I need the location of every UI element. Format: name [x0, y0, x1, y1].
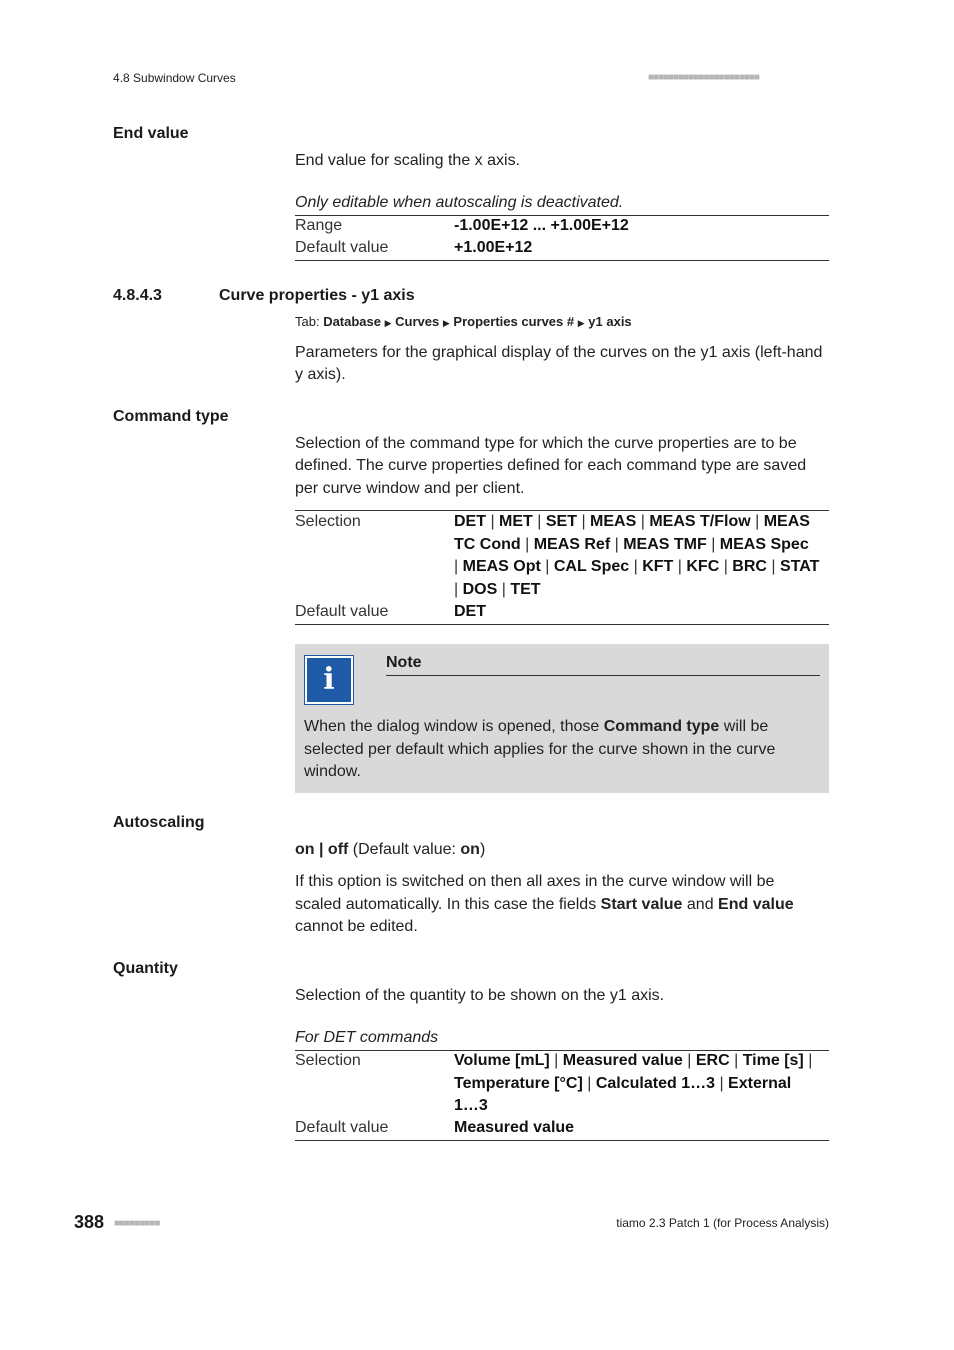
default-label: Default value: [295, 1119, 389, 1136]
note-title: Note: [386, 654, 422, 671]
note-box: [295, 644, 829, 793]
selection-line: | MEAS Opt | CAL Spec | KFT | KFC | BRC | STAT: [454, 558, 820, 575]
autoscaling-description: If this option is switched on then all axes in the curve window will be scaled automatically. In this case the fields Start value and End value cannot be edited.: [295, 873, 794, 935]
end-value-heading: End value: [113, 125, 189, 142]
table-rule: [295, 1140, 829, 1141]
note-rule: [386, 675, 820, 676]
selection-line: TC Cond | MEAS Ref | MEAS TMF | MEAS Spec: [454, 535, 809, 553]
default-value: DET: [454, 603, 486, 620]
tab-y1-axis: y1 axis: [588, 314, 632, 329]
table-rule: [295, 624, 829, 625]
end-value-note: Only editable when autoscaling is deactivated.: [295, 194, 624, 211]
default-value: Measured value: [454, 1119, 575, 1136]
range-label: Range: [295, 217, 343, 234]
autoscaling-heading: Autoscaling: [113, 814, 205, 831]
footer-dots: ■■■■■■■■■: [114, 1218, 160, 1229]
intro-line: Parameters for the graphical display of the curves on the y1 axis (left-hand: [295, 344, 823, 361]
command-type-desc: Selection of the command type for which the curve properties are to be: [295, 435, 797, 452]
quantity-subhead: For DET commands: [295, 1029, 439, 1046]
intro-line: y axis).: [295, 366, 346, 383]
command-type-desc: per curve window and per client.: [295, 480, 525, 497]
arrow-icon: ▶: [577, 318, 585, 328]
command-type-heading: Command type: [113, 408, 229, 425]
arrow-icon: ▶: [442, 318, 450, 328]
page-number: 388: [74, 1212, 105, 1232]
note-text: When the dialog window is opened, those Command type will be selected per default which applies for the curve shown in the curve window.: [304, 718, 776, 780]
tab-path: [295, 314, 632, 329]
section-number: 4.8.4.3: [113, 287, 162, 304]
selection-label: Selection: [295, 513, 361, 530]
end-value-description: End value for scaling the x axis.: [295, 152, 521, 169]
command-type-desc: defined. The curve properties defined for each command type are saved: [295, 457, 807, 474]
selection-label: Selection: [295, 1052, 361, 1069]
tab-database: Database: [323, 314, 381, 329]
selection-line: DET | MET | SET | MEAS | MEAS T/Flow | MEAS: [454, 513, 810, 530]
quantity-selection-list: [454, 1050, 834, 1118]
command-selection-list: [454, 511, 834, 601]
default-label: Default value: [295, 603, 389, 620]
tab-properties-curves: Properties curves #: [453, 314, 575, 329]
tab-curves: Curves: [395, 314, 440, 329]
default-value: +1.00E+12: [454, 239, 533, 256]
selection-line: Temperature [°C] | Calculated 1…3 | External: [454, 1074, 792, 1092]
info-icon: i: [305, 656, 353, 704]
header-dots: ■■■■■■■■■■■■■■■■■■■■■■: [648, 72, 759, 83]
arrow-icon: ▶: [384, 318, 392, 328]
range-value: -1.00E+12 ... +1.00E+12: [454, 217, 629, 234]
table-rule: [295, 260, 829, 261]
running-header: 4.8 Subwindow Curves: [113, 71, 236, 85]
product-name: tiamo 2.3 Patch 1 (for Process Analysis): [616, 1216, 829, 1230]
quantity-heading: Quantity: [113, 960, 178, 977]
selection-line: 1…3: [454, 1097, 488, 1114]
tab-prefix: Tab:: [295, 314, 324, 329]
default-label: Default value: [295, 239, 389, 256]
quantity-description: Selection of the quantity to be shown on the y1 axis.: [295, 987, 665, 1004]
section-title: Curve properties - y1 axis: [219, 287, 415, 304]
autoscaling-options: on | off (Default value: on): [295, 841, 486, 858]
selection-line: | DOS | TET: [454, 580, 541, 598]
selection-line: Volume [mL] | Measured value | ERC | Time [s] |: [454, 1052, 813, 1069]
